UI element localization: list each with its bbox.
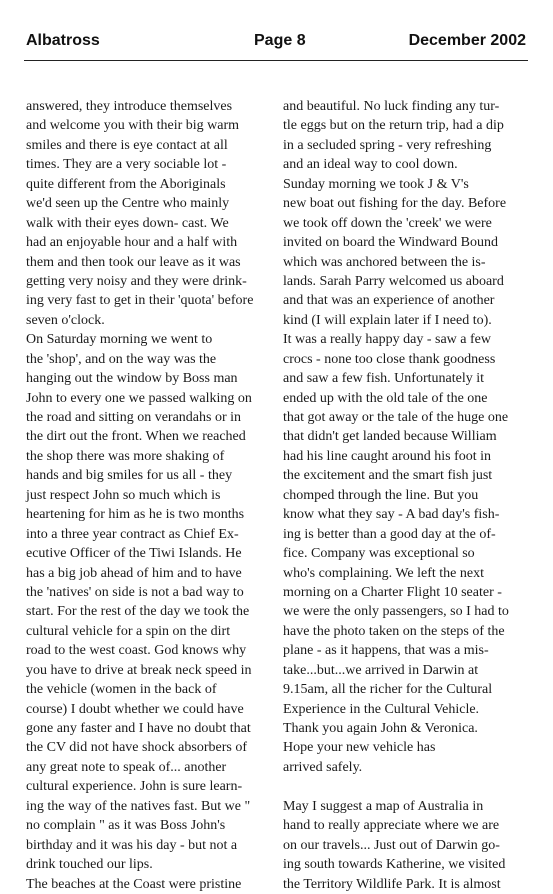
text-line: road to the west coast. God knows why [26, 643, 247, 659]
text-line: seven o'clock. [26, 312, 105, 328]
text-line: Thank you again John & Veronica. [283, 721, 478, 736]
text-line: hands and big smiles for us all - they [26, 468, 233, 484]
text-line: Hope your new vehicle has [283, 740, 436, 756]
text-line: 9.15am, all the richer for the Cultural [283, 682, 493, 698]
text-line: fice. Company was exceptional so [283, 546, 475, 562]
text-line: had an enjoyable hour and a half with [26, 235, 238, 251]
text-line: times. They are a very sociable lot - [26, 157, 227, 173]
text-line: Sunday morning we took J & V's [283, 176, 469, 192]
text-line: walk with their eyes down- cast. We [26, 215, 229, 231]
text-line: the 'natives' on side is not a bad way to [26, 584, 244, 600]
text-line: tle eggs but on the return trip, had a dip [283, 118, 504, 134]
text-line: invited on board the Windward Bound [283, 235, 498, 251]
text-line: answered, they introduce themselves [26, 99, 233, 114]
text-line: on our travels... Just out of Darwin go- [283, 837, 500, 853]
text-line: The beaches at the Coast were pristine [26, 876, 242, 892]
text-line: ecutive Officer of the Tiwi Islands. He [26, 546, 242, 562]
text-line: had his line caught around his foot in [283, 448, 492, 464]
text-line: know what they say - A bad day's fish- [283, 507, 500, 523]
right-column [283, 97, 517, 894]
text-line: we took off down the 'creek' we were [283, 215, 492, 231]
text-line: that didn't get landed because William [283, 429, 497, 445]
text-line: course) I doubt whether we could have [26, 701, 244, 717]
text-line: we were the only passengers, so I had to [283, 604, 509, 620]
text-line: On Saturday morning we went to [26, 332, 213, 348]
newsletter-title: Albatross [26, 32, 100, 49]
text-line: that got away or the tale of the huge one [283, 410, 509, 425]
text-line: ended up with the old tale of the one [283, 390, 488, 406]
issue-date: December 2002 [408, 32, 526, 49]
text-line: plane - as it happens, that was a mis- [283, 643, 489, 659]
text-line: and beautiful. No luck finding any tur- [283, 99, 500, 114]
text-line: the 'shop', and on the way was the [26, 351, 217, 367]
text-line: just respect John so much which is [26, 487, 221, 503]
text-line: take...but...we arrived in Darwin at [283, 662, 479, 678]
text-line: which was anchored between the is- [283, 254, 486, 270]
text-line: the vehicle (women in the back of [26, 682, 217, 698]
text-line: lands. Sarah Parry welcomed us aboard [283, 273, 504, 289]
text-line: drink touched our lips. [26, 857, 153, 873]
text-line: into a three year contract as Chief Ex- [26, 526, 239, 542]
text-line: and saw a few fish. Unfortunately it [283, 371, 484, 387]
text-line: John to every one we passed walking on [26, 390, 252, 406]
text-line: hanging out the window by Boss man [26, 371, 238, 387]
text-line: smiles and there is eye contact at all [26, 137, 228, 153]
text-line: the Territory Wildlife Park. It is almost [283, 876, 501, 892]
text-line: and welcome you with their big warm [26, 118, 240, 134]
text-line: the road and sitting on verandahs or in [26, 410, 242, 425]
page-number: Page 8 [254, 32, 306, 49]
text-line: ing very fast to get in their 'quota' before [26, 293, 254, 309]
text-line: ing the way of the natives fast. But we " [26, 798, 251, 814]
text-line: has a big job ahead of him and to have [26, 565, 242, 581]
text-line: any great note to speak of... another [26, 759, 227, 775]
text-line: the excitement and the smart fish just [283, 468, 493, 484]
text-line: getting very noisy and they were drink- [26, 273, 247, 289]
text-line: heartening for him as he is two months [26, 507, 245, 523]
text-line: the dirt out the front. When we reached [26, 429, 246, 445]
text-line: Experience in the Cultural Vehicle. [283, 701, 480, 717]
text-line: kind (I will explain later if I need to). [283, 312, 492, 328]
text-line: crocs - none too close thank goodness [283, 351, 496, 367]
text-line: chomped through the line. But you [283, 487, 479, 503]
header-rule [24, 60, 528, 61]
text-line: who's complaining. We left the next [283, 565, 484, 581]
text-line: hand to really appreciate where we are [283, 818, 500, 834]
paragraph-gap [283, 777, 517, 796]
text-line: cultural experience. John is sure learn- [26, 779, 243, 795]
text-line: the shop there was more shaking of [26, 448, 225, 464]
text-line: morning on a Charter Flight 10 seater - [283, 584, 502, 600]
text-line: It was a really happy day - saw a few [283, 332, 491, 348]
text-line: new boat out fishing for the day. Before [283, 196, 507, 212]
text-line: and an ideal way to cool down. [283, 157, 458, 173]
text-line: the CV did not have shock absorbers of [26, 740, 247, 756]
text-line: ing is better than a good day at the of- [283, 526, 496, 542]
text-line: birthday and it was his day - but not a [26, 837, 238, 853]
page-header [26, 30, 526, 52]
text-line: start. For the rest of the day we took the [26, 604, 250, 620]
text-line: quite different from the Aboriginals [26, 176, 226, 192]
text-line: in a secluded spring - very refreshing [283, 137, 492, 153]
text-line: have the photo taken on the steps of the [283, 623, 505, 639]
text-line: and that was an experience of another [283, 293, 495, 309]
text-line: gone any faster and I have no doubt that [26, 721, 251, 736]
text-line: arrived safely. [283, 759, 363, 775]
text-line: cultural vehicle for a spin on the dirt [26, 623, 231, 639]
text-line: them and then took our leave as it was [26, 254, 241, 270]
text-line: ing south towards Katherine, we visited [283, 857, 506, 873]
text-line: we'd seen up the Centre who mainly [26, 196, 230, 212]
text-line: no complain " as it was Boss John's [26, 818, 226, 834]
text-line: you have to drive at break neck speed in [26, 662, 252, 678]
left-column [26, 97, 260, 894]
text-line: May I suggest a map of Australia in [283, 798, 484, 814]
